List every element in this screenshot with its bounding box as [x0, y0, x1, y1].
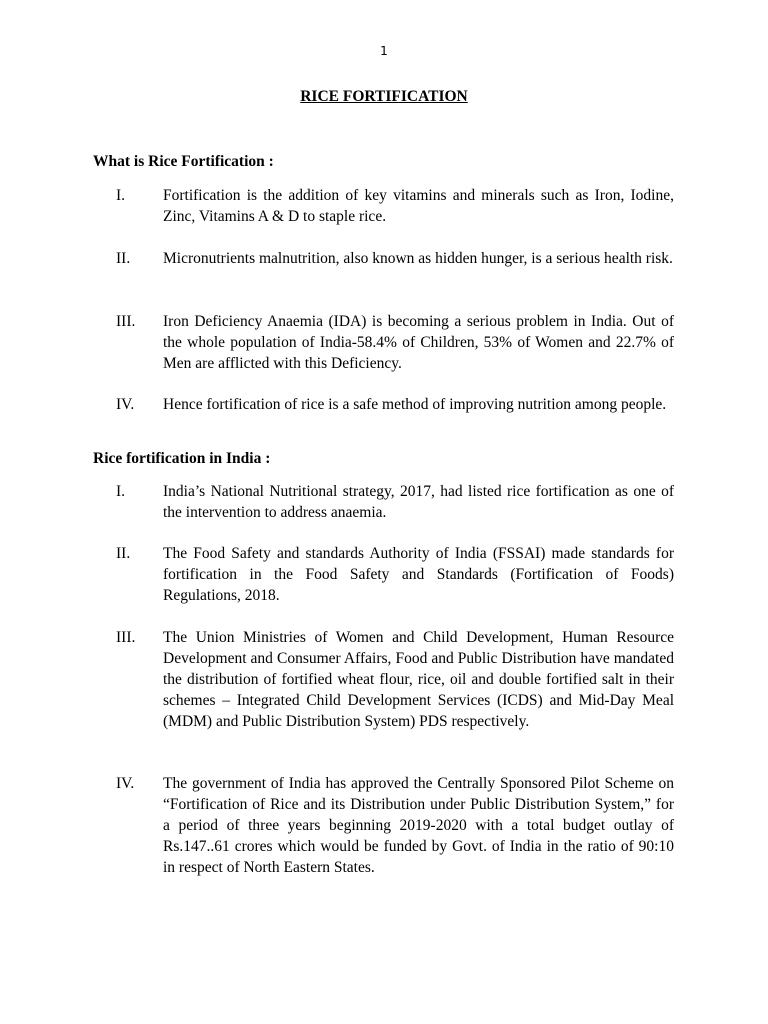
- list-item-numeral: II.: [116, 545, 131, 562]
- list-item-numeral: III.: [116, 313, 136, 330]
- list-item-text: Hence fortification of rice is a safe method of improving nutrition among people.: [163, 396, 667, 413]
- list-item-text: The Union Ministries of Women and Child Development, Human Resource Development and Consumer Affairs, Food and Public Distribution have mandated the distribution of fortified wheat flour, rice, oil and double fortified salt in their schemes – Integrated Child Development Services (ICDS) and Mid-Day Meal (MDM) and Public Distribution System) PDS respectively.: [163, 629, 674, 730]
- list-item: [0, 627, 768, 732]
- list-item-text: The Food Safety and standards Authority of India (FSSAI) made standards for fortification in the Food Safety and Standards (Fortification of Foods) Regulations, 2018.: [163, 545, 674, 604]
- list-item-numeral: IV.: [116, 775, 135, 792]
- list-item: [0, 185, 768, 227]
- section-heading-rice-fortification-in-india: Rice fortification in India :: [93, 450, 271, 467]
- list-item-numeral: I.: [116, 187, 126, 204]
- list-item-text: India’s National Nutritional strategy, 2017, had listed rice fortification as one of the intervention to address anaemia.: [163, 483, 674, 521]
- section-heading-what-is-rice-fortification: What is Rice Fortification :: [93, 153, 274, 170]
- list-item: [0, 248, 768, 269]
- list-item-numeral: I.: [116, 483, 126, 500]
- list-item: [0, 311, 768, 374]
- list-item: [0, 481, 768, 523]
- list-item-numeral: III.: [116, 629, 136, 646]
- list-item-text: Micronutrients malnutrition, also known as hidden hunger, is a serious health risk.: [163, 250, 673, 267]
- document-title: RICE FORTIFICATION: [300, 88, 468, 105]
- list-item: [0, 394, 768, 415]
- page-number: 1: [380, 44, 388, 58]
- list-item-numeral: II.: [116, 250, 131, 267]
- list-item-text: Iron Deficiency Anaemia (IDA) is becoming a serious problem in India. Out of the whole population of India-58.4% of Children, 53% of Women and 22.7% of Men are afflicted with this Deficiency.: [163, 313, 674, 372]
- list-item: [0, 773, 768, 878]
- list-item: [0, 543, 768, 606]
- list-item-text: The government of India has approved the Centrally Sponsored Pilot Scheme on “Fortification of Rice and its Distribution under Public Distribution System,” for a period of three years beginning 2019-2020 with a total budget outlay of Rs.147..61 crores which would be funded by Govt. of India in the ratio of 90:10 in respect of North Eastern States.: [163, 775, 674, 876]
- list-item-numeral: IV.: [116, 396, 135, 413]
- list-item-text: Fortification is the addition of key vitamins and minerals such as Iron, Iodine, Zinc, Vitamins A & D to staple rice.: [163, 187, 674, 225]
